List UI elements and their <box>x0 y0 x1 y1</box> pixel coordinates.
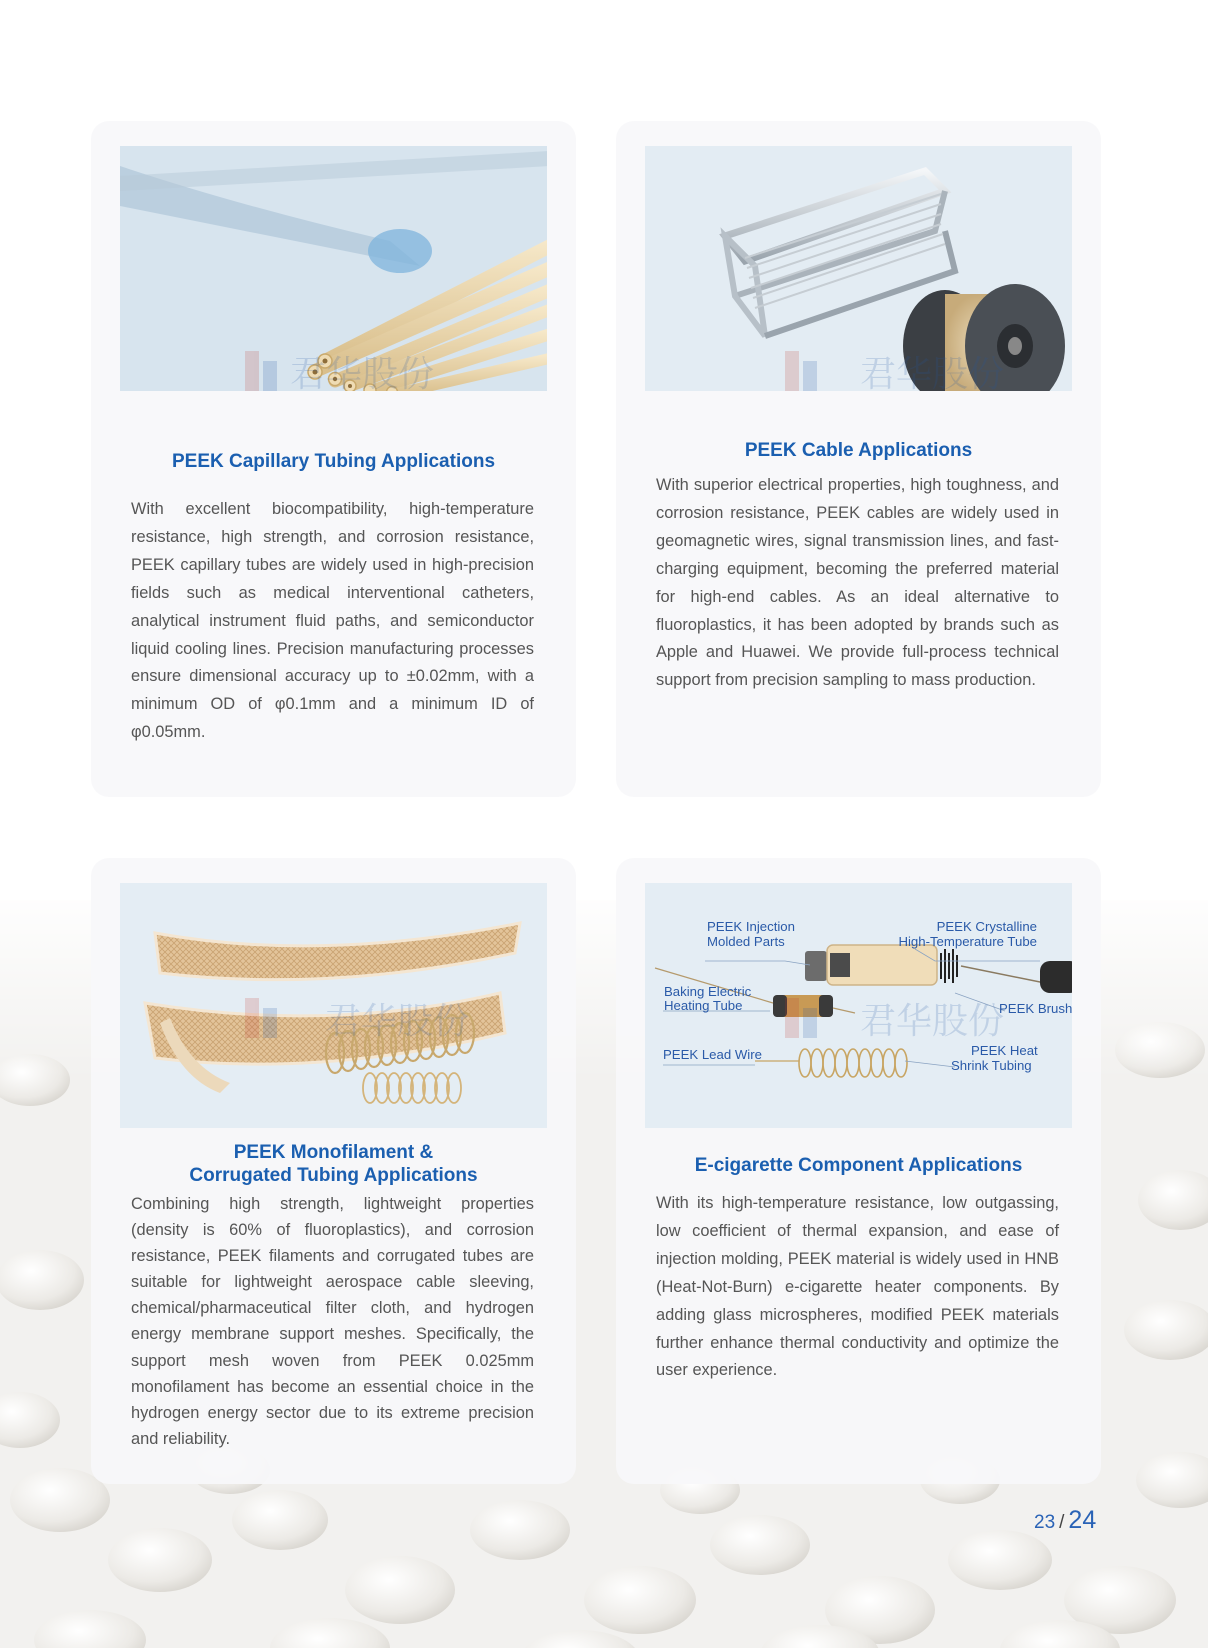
card-title-line-2: Corrugated Tubing Applications <box>189 1165 478 1186</box>
svg-text:君华股份: 君华股份 <box>860 1001 1005 1042</box>
page-total: 24 <box>1068 1506 1097 1534</box>
callout-injection-line-2: Molded Parts <box>707 934 785 949</box>
callout-baking-line-2: Heating Tube <box>664 998 743 1013</box>
cable-spool-photo <box>645 146 1072 391</box>
card-description: Combining high strength, lightweight properties (density is 60% of fluoroplastics), and corrosion resistance, PEEK filaments and corrugated tubes are suitable for lightweight aerospace cable sleeving, chemical/pharmaceutical filter cloth, and hydrogen energy membrane support meshes. Specifically, the support mesh woven from PEEK 0.025mm monofilament has become an essential choice in the hydrogen energy sector due to its extreme precision and reliability. <box>131 1195 534 1448</box>
page-current: 23 <box>1034 1512 1056 1533</box>
page-separator: / <box>1059 1512 1065 1533</box>
card-title: PEEK Capillary Tubing Applications <box>171 451 496 472</box>
svg-text:君华股份: 君华股份 <box>325 1001 470 1042</box>
callout-shrink-line-1: PEEK Heat <box>971 1043 1038 1058</box>
card-cable <box>616 121 1101 797</box>
card-title-line-1: PEEK Monofilament & <box>233 1142 434 1163</box>
card-capillary-tubing <box>91 121 576 797</box>
capillary-tubes-photo <box>120 146 547 391</box>
svg-text:君华股份: 君华股份 <box>290 354 435 391</box>
card-description: With superior electrical properties, high toughness, and corrosion resistance, PEEK cables are widely used in geomagnetic wires, signal transmission lines, and fast-charging equipment, becoming the preferred material for high-end cables. As an ideal alternative to fluoroplastics, it has been adopted by brands such as Apple and Huawei. We provide full-process technical support from precision sampling to mass production. <box>656 476 1059 690</box>
callout-baking-line-1: Baking Electric <box>664 984 752 999</box>
callout-shrink-line-2: Shrink Tubing <box>951 1058 1032 1073</box>
svg-text:君华股份: 君华股份 <box>860 354 1005 391</box>
callout-lead-wire: PEEK Lead Wire <box>663 1047 762 1062</box>
page-number <box>1034 1506 1096 1535</box>
card-title <box>91 1141 576 1187</box>
e-cigarette-parts-photo <box>645 883 1072 1128</box>
callout-crystalline-line-1: PEEK Crystalline <box>936 919 1037 934</box>
card-description: With its high-temperature resistance, low outgassing, low coefficient of thermal expansion, and ease of injection molding, PEEK material is widely used in HNB (Heat-Not-Burn) e-cigarette heater components. By adding glass microspheres, modified PEEK materials further enhance thermal conductivity and optimize the user experience. <box>656 1194 1059 1380</box>
card-e-cigarette <box>616 858 1101 1484</box>
card-monofilament <box>91 858 576 1484</box>
callout-crystalline-line-2: High-Temperature Tube <box>898 934 1037 949</box>
card-title: PEEK Cable Applications <box>744 440 973 461</box>
callout-brush: PEEK Brush <box>999 1001 1072 1016</box>
card-description: With excellent biocompatibility, high-temperature resistance, high strength, and corrosion resistance, PEEK capillary tubes are widely used in high-precision fields such as medical interventional catheters, analytical instrument fluid paths, and semiconductor liquid cooling lines. Precision manufacturing processes ensure dimensional accuracy up to ±0.02mm, with a minimum OD of φ0.1mm and a minimum ID of φ0.05mm. <box>131 500 534 742</box>
mesh-and-corrugated-tube-photo <box>120 883 547 1128</box>
card-title: E-cigarette Component Applications <box>694 1155 1023 1176</box>
callout-injection-line-1: PEEK Injection <box>707 919 795 934</box>
